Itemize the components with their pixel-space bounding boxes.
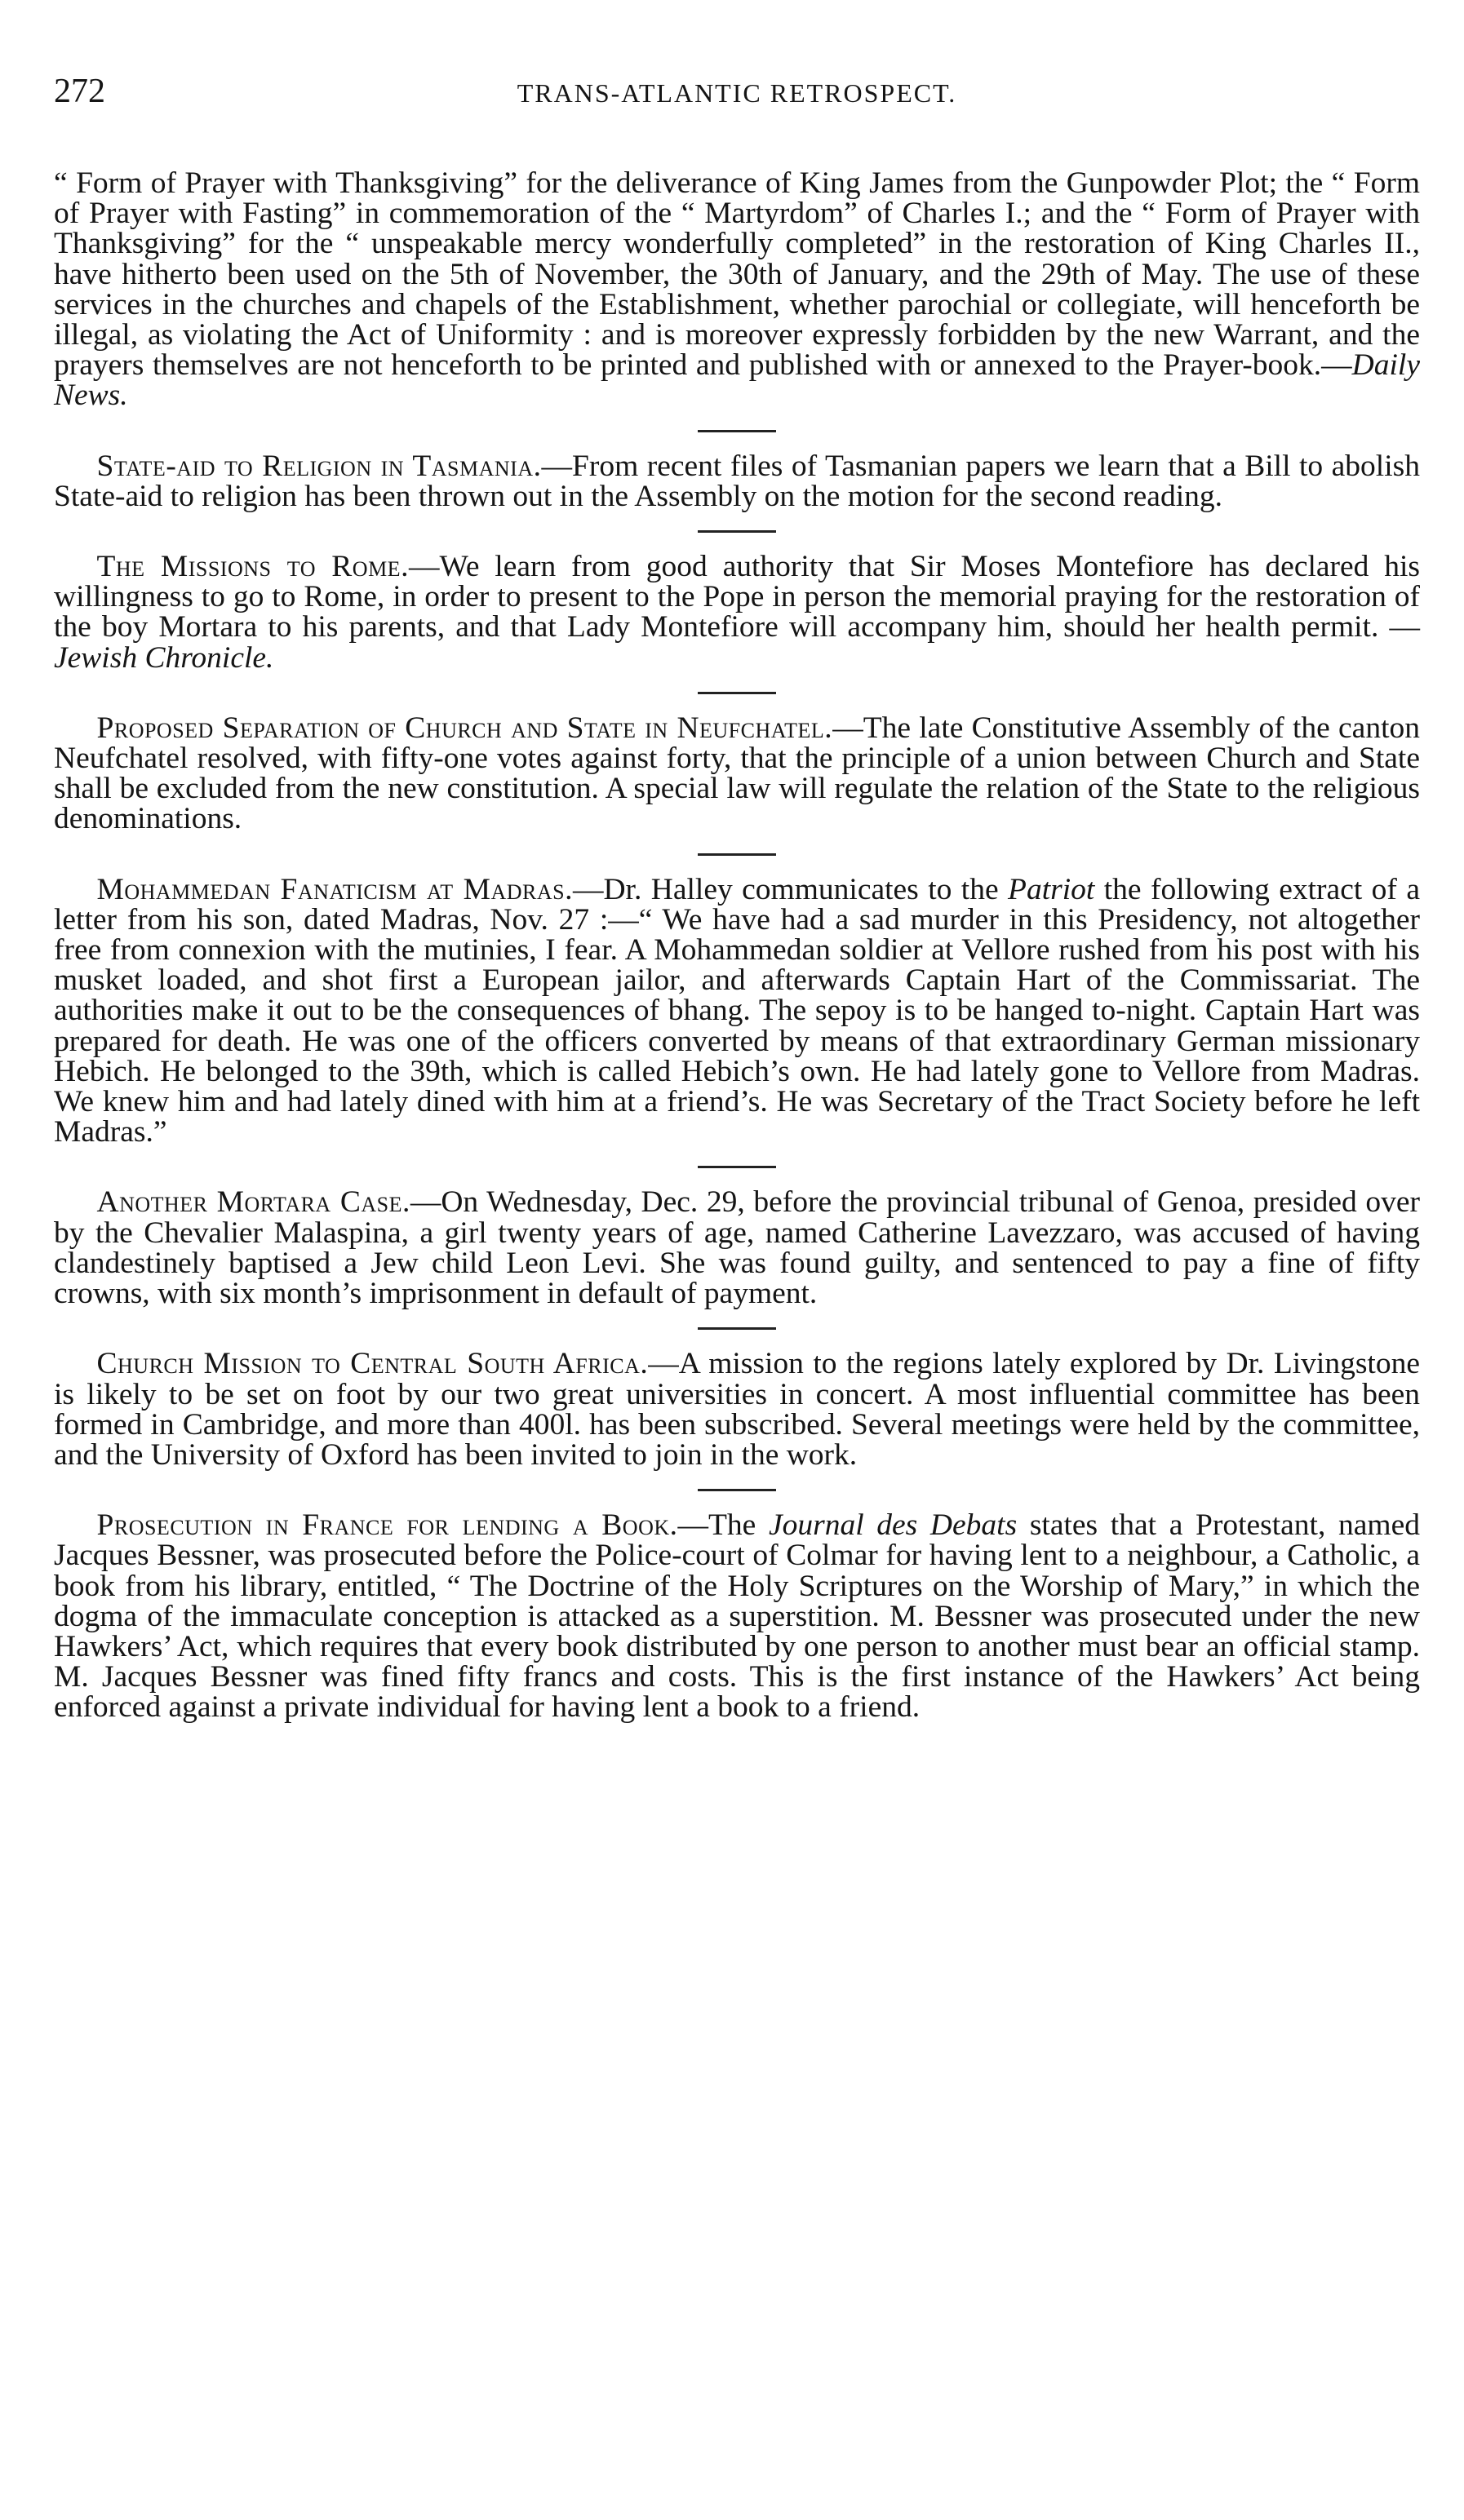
- item-heading: Proposed Separation of Church and State in Neufchatel.: [96, 711, 833, 745]
- item-body: —From recent files of Tasmanian papers we learn that a Bill to abolish State-aid to religion has been thrown out in the Assembly on the motion for the second reading.: [54, 449, 1420, 513]
- item-heading: Another Mortara Case.: [96, 1185, 410, 1220]
- news-item-madras: [54, 872, 1420, 1149]
- news-item-tasmania: [54, 451, 1420, 512]
- book-page: [54, 70, 1420, 1723]
- page-number: 272: [54, 73, 105, 110]
- item-body-lead: —The: [677, 1508, 769, 1543]
- item-heading: The Missions to Rome.: [96, 550, 409, 584]
- item-heading: State-aid to Religion in Tasmania.: [96, 449, 542, 483]
- item-body: “ Form of Prayer with Thanksgiving” for the deliverance of King James from the Gunpowder Plot; the “ Form of Prayer with Fasting” in commemoration of the “ Martyrdom” of Charles I.; and the “ Form of Prayer with Thanksgiving” for the “ unspeakable mercy wonderfully completed” in the restoration of King Charles II., have hitherto been used on the 5th of November, the 30th of January, and the 29th of May. The use of these services in the churches and chapels of the Establishment, whether parochial or collegiate, will henceforth be illegal, as violating the Act of Uniformity : and is moreover expressly forbidden by the new Warrant, and the prayers themselves are not henceforth to be printed and published with or annexed to the Prayer-book.—: [54, 166, 1420, 383]
- item-body: states that a Protestant, named Jacques Bessner, was prosecuted before the Police-court of Colmar for having lent to a neighbour, a Catholic, a book from his library, entitled, “ The Doctrine of the Holy Scriptures on the Worship of Mary,” in which the dogma of the immaculate conception is attacked as a superstition. M. Bessner was prosecuted under the new Hawkers’ Act, which requires that every book distributed by one person to another must bear an official stamp. M. Jacques Bessner was fined fifty francs and costs. This is the first instance of the Hawkers’ Act being enforced against a private individual for having lent a book to a friend.: [54, 1508, 1420, 1725]
- item-body-lead: —Dr. Halley communicates to the: [572, 872, 1009, 906]
- periodical-title: Patriot: [1008, 872, 1095, 906]
- item-heading: Church Mission to Central South Africa.: [96, 1347, 649, 1381]
- section-divider: [698, 1327, 776, 1330]
- item-body: —We learn from good authority that Sir Moses Montefiore has declared his willingness to go to Rome, in order to present to the Pope in person the memorial praying for the restoration of the boy Mortara to his parents, and that Lady Montefiore will accompany him, should her health permit. —: [54, 550, 1420, 644]
- news-item-mortara-case: [54, 1187, 1420, 1309]
- item-heading: Mohammedan Fanaticism at Madras.: [96, 872, 573, 906]
- item-body: —On Wednesday, Dec. 29, before the provincial tribunal of Genoa, presided over by the Chevalier Malaspina, a girl twenty years of age, named Catherine Lavezzaro, was accused of having clandestinely baptised a Jew child Leon Levi. She was found guilty, and sentenced to pay a fine of fifty crowns, with six month’s imprisonment in default of payment.: [54, 1185, 1420, 1311]
- news-item-neufchatel: [54, 713, 1420, 835]
- section-divider: [698, 430, 776, 432]
- item-source: Jewish Chronicle.: [54, 640, 274, 675]
- item-body: the following extract of a letter from his son, dated Madras, Nov. 27 :—“ We have had a sad murder in this Presidency, not altogether free from connexion with the mutinies, I fear. A Mohammedan soldier at Vellore rushed from his post with his musket loaded, and shot first a European jailor, and afterwards Captain Hart of the Commissariat. The authorities make it out to be the consequences of bhang. The sepoy is to be hanged to-night. Captain Hart was prepared for death. He was one of the officers converted by means of that extraordinary German missionary Hebich. He belonged to the 39th, which is called Hebich’s own. He had lately gone to Vellore from Madras. We knew him and had lately dined with him at a friend’s. He was Secretary of the Tract Society before he left Madras.”: [54, 872, 1420, 1149]
- news-item-africa-mission: [54, 1349, 1420, 1470]
- item-body: —A mission to the regions lately explored by Dr. Livingstone is likely to be set on foot by our two great universities in concert. A most influential committee has been formed in Cambridge, and more than 400l. has been subscribed. Several meetings were held by the committee, and the University of Oxford has been invited to join in the work.: [54, 1347, 1420, 1472]
- item-source: Daily News.: [54, 348, 1420, 413]
- running-title: TRANS-ATLANTIC RETROSPECT.: [517, 78, 957, 108]
- item-body: —The late Constitutive Assembly of the canton Neufchatel resolved, with fifty-one votes against forty, that the principle of a union between Church and State shall be excluded from the new constitution. A special law will regulate the relation of the State to the religious denominations.: [54, 711, 1420, 836]
- news-item-prayer-services: [54, 168, 1420, 411]
- section-divider: [698, 1166, 776, 1168]
- periodical-title: Journal des Debats: [768, 1508, 1018, 1543]
- news-item-missions-to-rome: [54, 551, 1420, 673]
- news-item-france-prosecution: [54, 1508, 1420, 1725]
- section-divider: [698, 692, 776, 694]
- item-heading: Prosecution in France for lending a Book.: [96, 1508, 678, 1543]
- section-divider: [698, 530, 776, 533]
- section-divider: [698, 853, 776, 856]
- page-header: [54, 70, 1420, 119]
- section-divider: [698, 1489, 776, 1491]
